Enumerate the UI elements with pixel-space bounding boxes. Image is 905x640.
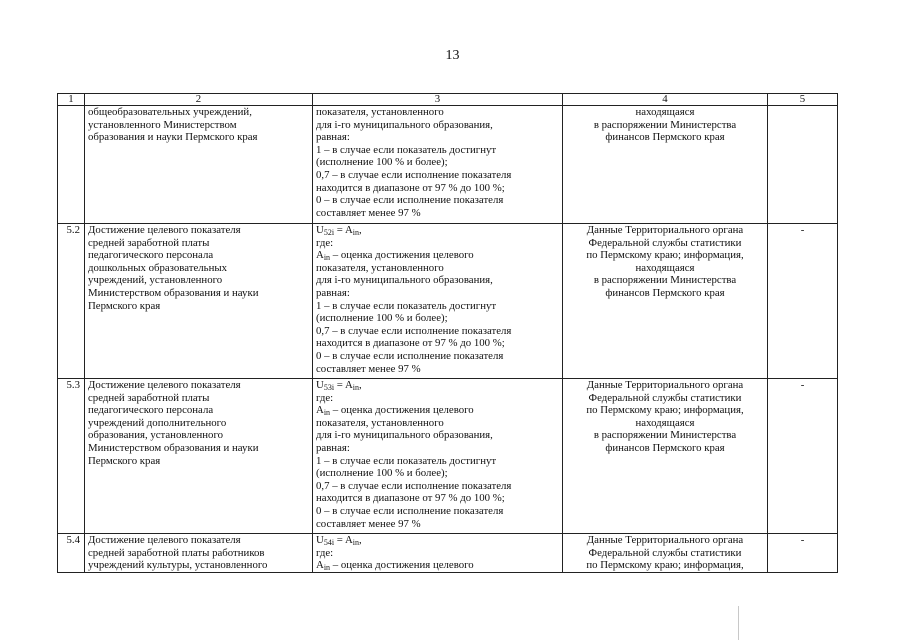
indicator-line: учреждений дополнительного: [88, 416, 227, 429]
indicator-line: Пермского края: [88, 454, 161, 467]
source-line: Данные Территориального органа: [586, 379, 744, 391]
method-line: 0,7 – в случае если исполнение показателя: [316, 168, 512, 181]
source-cell: [563, 534, 768, 573]
header-cell: 2: [85, 94, 313, 106]
method-line: составляет менее 97 %: [316, 362, 421, 375]
note-cell: -: [768, 379, 838, 534]
indicator-line: Достижение целевого показателя: [88, 534, 241, 546]
formula-subscript: in: [352, 538, 359, 547]
method-line: находится в диапазоне от 97 % до 100 %;: [316, 337, 505, 350]
method-line: показателя, установленного: [316, 416, 444, 429]
note-cell: -: [768, 534, 838, 573]
source-line: финансов Пермского края: [605, 286, 725, 299]
indicator-line: образования, установленного: [88, 429, 224, 442]
method-line: показателя, установленного: [316, 261, 444, 274]
header-cell: 4: [563, 94, 768, 106]
indicator-line: Пермского края: [88, 299, 161, 312]
indicator-line: Министерством образования и науки: [88, 286, 259, 299]
formula-line: [316, 379, 559, 392]
source-line: по Пермскому краю; информация,: [586, 404, 744, 417]
method-line: равная:: [316, 441, 350, 454]
table-header-row: [58, 94, 838, 106]
formula-equals: = A: [334, 379, 353, 391]
source-line: Данные Территориального органа: [586, 534, 744, 546]
formula-equals: = A: [334, 534, 353, 546]
source-line: Федеральной службы статистики: [588, 546, 742, 559]
source-line: в распоряжении Министерства: [593, 429, 737, 442]
method-line: находится в диапазоне от 97 % до 100 %;: [316, 492, 505, 505]
indicator-cell: [85, 106, 313, 224]
note-cell: [768, 106, 838, 224]
indicator-line: педагогического персонала: [88, 404, 214, 417]
formula-subscript: 54i: [323, 538, 335, 547]
method-line: 0 – в случае если исполнение показателя: [316, 194, 504, 207]
formula-end: ,: [358, 379, 362, 391]
method-line: для i-го муниципального образования,: [316, 274, 493, 287]
formula-symbol: U: [316, 534, 324, 546]
indicator-line: дошкольных образовательных: [88, 261, 228, 274]
table-row: [58, 534, 838, 573]
source-line: Федеральной службы статистики: [588, 391, 742, 404]
formula-symbol: U: [316, 379, 324, 391]
source-line: по Пермскому краю; информация,: [586, 249, 744, 262]
method-line: (исполнение 100 % и более);: [316, 156, 448, 169]
indicator-line: учреждений, установленного: [88, 274, 223, 287]
formula-subscript: 53i: [323, 383, 335, 392]
method-line: 1 – в случае если показатель достигнут: [316, 299, 497, 312]
source-line: финансов Пермского края: [605, 441, 725, 454]
method-line: 0,7 – в случае если исполнение показателя: [316, 479, 512, 492]
source-line: в распоряжении Министерства: [593, 274, 737, 287]
source-line: находящаяся: [635, 106, 695, 118]
formula-end: ,: [358, 534, 362, 546]
source-line: по Пермскому краю; информация,: [586, 559, 744, 572]
method-line: $A_{in}$ – оценка достижения целевого: [316, 249, 474, 263]
method-line: равная:: [316, 286, 350, 299]
method-line: (исполнение 100 % и более);: [316, 467, 448, 480]
method-line: (исполнение 100 % и более);: [316, 312, 448, 325]
method-line: 0 – в случае если исполнение показателя: [316, 504, 504, 517]
method-line: где:: [316, 546, 334, 559]
indicator-line: средней заработной платы работников: [88, 546, 265, 559]
source-line: Данные Территориального органа: [586, 224, 744, 236]
method-line: для i-го муниципального образования,: [316, 429, 493, 442]
method-line: $A_{in}$ – оценка достижения целевого: [316, 559, 474, 573]
indicator-line: образования и науки Пермского края: [88, 131, 258, 144]
indicator-cell: [85, 379, 313, 534]
source-line: Федеральной службы статистики: [588, 236, 742, 249]
indicator-line: учреждений культуры, установленного: [88, 559, 268, 572]
method-line: для i-го муниципального образования,: [316, 118, 493, 131]
formula-subscript: in: [352, 228, 359, 237]
method-line: $A_{in}$ – оценка достижения целевого: [316, 404, 474, 418]
formula-equals: = A: [334, 224, 353, 236]
header-cell: 3: [313, 94, 563, 106]
source-cell: [563, 224, 768, 379]
indicator-cell: [85, 534, 313, 573]
method-line: где:: [316, 391, 334, 404]
method-line: находится в диапазоне от 97 % до 100 %;: [316, 181, 505, 194]
method-cell: [313, 224, 563, 379]
method-line: равная:: [316, 131, 350, 144]
formula-line: [316, 534, 559, 547]
scan-mark: [738, 606, 739, 640]
formula-subscript: 52i: [323, 228, 335, 237]
row-number: 5.2: [58, 224, 85, 379]
method-line: составляет менее 97 %: [316, 206, 421, 219]
method-line: 0 – в случае если исполнение показателя: [316, 349, 504, 362]
table-row: [58, 379, 838, 534]
indicator-line: Достижение целевого показателя: [88, 379, 241, 391]
indicator-line: Достижение целевого показателя: [88, 224, 241, 236]
header-cell: 5: [768, 94, 838, 106]
indicator-line: общеобразовательных учреждений,: [88, 106, 252, 118]
row-number: 5.4: [58, 534, 85, 573]
source-line: находящаяся: [635, 261, 695, 274]
method-cell: [313, 106, 563, 224]
source-line: находящаяся: [635, 416, 695, 429]
header-cell: 1: [58, 94, 85, 106]
source-line: в распоряжении Министерства: [593, 118, 737, 131]
method-line: показателя, установленного: [316, 106, 444, 118]
indicator-line: установленного Министерством: [88, 118, 237, 131]
page-number: 13: [445, 48, 460, 63]
method-line: составляет менее 97 %: [316, 517, 421, 530]
indicator-line: средней заработной платы: [88, 391, 210, 404]
formula-end: ,: [358, 224, 362, 236]
method-line: где:: [316, 236, 334, 249]
method-line: 0,7 – в случае если исполнение показателя: [316, 324, 512, 337]
table-row: [58, 106, 838, 224]
table-row: [58, 224, 838, 379]
method-line: 1 – в случае если показатель достигнут: [316, 454, 497, 467]
method-cell: [313, 534, 563, 573]
row-number: [58, 106, 85, 224]
method-line: 1 – в случае если показатель достигнут: [316, 143, 497, 156]
indicator-line: Министерством образования и науки: [88, 441, 259, 454]
indicator-cell: [85, 224, 313, 379]
indicator-line: педагогического персонала: [88, 249, 214, 262]
source-cell: [563, 379, 768, 534]
formula-symbol: U: [316, 224, 324, 236]
method-cell: [313, 379, 563, 534]
formula-line: [316, 224, 559, 237]
source-cell: [563, 106, 768, 224]
source-line: финансов Пермского края: [605, 131, 725, 144]
indicators-table: [57, 93, 838, 573]
formula-subscript: in: [352, 383, 359, 392]
indicator-line: средней заработной платы: [88, 236, 210, 249]
note-cell: -: [768, 224, 838, 379]
row-number: 5.3: [58, 379, 85, 534]
